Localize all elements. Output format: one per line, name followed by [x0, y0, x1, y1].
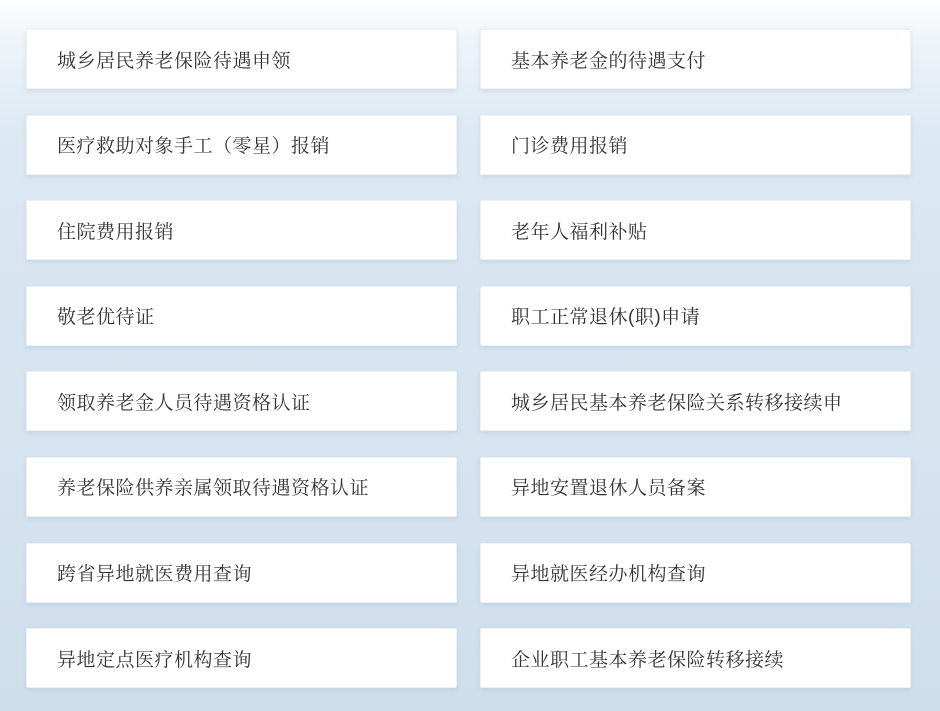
service-card-remote-designated-hospital-query[interactable]: [26, 628, 457, 688]
service-card-hospitalization-reimbursement[interactable]: [26, 200, 457, 260]
service-card-normal-retirement-application[interactable]: [480, 286, 911, 346]
service-card-label: 城乡居民基本养老保险关系转移接续申: [511, 392, 843, 414]
service-card-elderly-welfare-subsidy[interactable]: [480, 200, 911, 260]
service-card-label: 基本养老金的待遇支付: [511, 50, 707, 72]
service-card-urban-rural-pension-transfer[interactable]: [480, 371, 911, 431]
service-card-medical-aid-manual-reimbursement[interactable]: [26, 115, 457, 175]
service-card-label: 门诊费用报销: [511, 136, 629, 158]
service-card-label: 企业职工基本养老保险转移接续: [511, 649, 785, 671]
service-card-remote-medical-agency-query[interactable]: [480, 543, 911, 603]
service-card-cross-province-medical-expense-query[interactable]: [26, 543, 457, 603]
service-card-pension-benefit-claim[interactable]: [26, 29, 457, 89]
service-card-dependent-qualification[interactable]: [26, 457, 457, 517]
service-card-label: 异地定点医疗机构查询: [57, 649, 253, 671]
service-card-label: 敬老优待证: [57, 307, 155, 329]
service-card-basic-pension-payment[interactable]: [480, 29, 911, 89]
service-card-label: 跨省异地就医费用查询: [57, 564, 253, 586]
service-card-elderly-preferential-card[interactable]: [26, 286, 457, 346]
service-card-enterprise-pension-transfer[interactable]: [480, 628, 911, 688]
service-card-outpatient-reimbursement[interactable]: [480, 115, 911, 175]
service-card-label: 老年人福利补贴: [511, 221, 648, 243]
service-card-pension-recipient-qualification[interactable]: [26, 371, 457, 431]
service-card-relocated-retiree-filing[interactable]: [480, 457, 911, 517]
service-card-label: 城乡居民养老保险待遇申领: [57, 50, 292, 72]
service-card-label: 领取养老金人员待遇资格认证: [57, 392, 311, 414]
service-card-label: 职工正常退休(职)申请: [511, 307, 701, 329]
service-card-label: 异地就医经办机构查询: [511, 564, 707, 586]
service-card-label: 异地安置退休人员备案: [511, 478, 707, 500]
service-card-label: 医疗救助对象手工（零星）报销: [57, 136, 331, 158]
service-card-label: 养老保险供养亲属领取待遇资格认证: [57, 478, 370, 500]
service-card-label: 住院费用报销: [57, 221, 175, 243]
